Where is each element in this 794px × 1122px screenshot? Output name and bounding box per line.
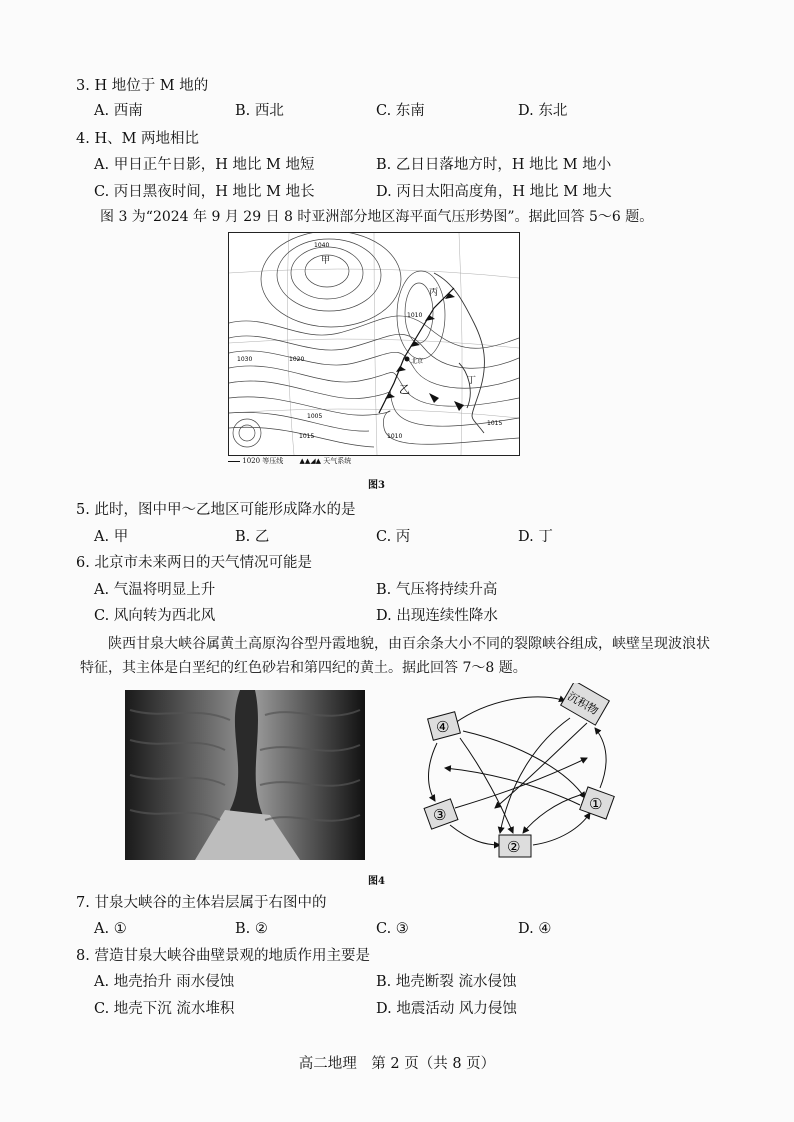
q8-stem: 8. 营造甘泉大峡谷曲壁景观的地质作用主要是 <box>76 948 370 964</box>
canyon-photo-drawing <box>125 690 365 860</box>
q4-option-a: A. 甲日正午日影，H 地比 M 地短 <box>94 157 315 173</box>
q5-option-d: D. 丁 <box>518 529 553 545</box>
intro-figure3: 图 3 为“2024 年 9 月 29 日 8 时亚洲部分地区海平面气压形势图”。据此回答 5～6 题。 <box>100 209 654 225</box>
intro-figure4: 陕西甘泉大峡谷属黄土高原沟谷型丹霞地貌，由百余条大小不同的裂隙峡谷组成，峡壁呈现波浪状特征，其主体是白垩纪的红色砂岩和第四纪的黄土。据此回答 7～8 题。 <box>80 636 710 676</box>
q3-option-c: C. 东南 <box>376 103 425 119</box>
rock-cycle-diagram <box>415 683 620 861</box>
isobar-label-1010: 1010 <box>407 312 423 319</box>
q4-option-c: C. 丙日黑夜时间，H 地比 M 地长 <box>94 184 315 200</box>
canyon-photo <box>125 690 365 860</box>
figure3-caption: 图3 <box>368 480 385 491</box>
q8-option-c: C. 地壳下沉 流水堆积 <box>94 1001 235 1017</box>
label-yi: 乙 <box>399 383 410 396</box>
q6-option-d: D. 出现连续性降水 <box>376 608 498 624</box>
q6-option-b: B. 气压将持续升高 <box>376 582 498 598</box>
figure3-legend <box>228 456 351 466</box>
q7-stem: 7. 甘泉大峡谷的主体岩层属于右图中的 <box>76 895 327 911</box>
weather-map <box>228 232 520 456</box>
isobar-map-drawing <box>229 233 519 455</box>
q7-option-d: D. ④ <box>518 921 552 937</box>
node-4: ④ <box>436 718 450 736</box>
q3-option-d: D. 东北 <box>518 103 568 119</box>
legend-front: 天气系统 <box>323 457 352 465</box>
q5-option-b: B. 乙 <box>235 529 270 545</box>
q5-option-a: A. 甲 <box>94 529 129 545</box>
node-2: ② <box>507 838 521 856</box>
node-3: ③ <box>433 806 447 824</box>
q8-option-d: D. 地震活动 风力侵蚀 <box>376 1001 517 1017</box>
q6-option-a: A. 气温将明显上升 <box>94 582 216 598</box>
isobar-label-1040: 1040 <box>314 242 330 249</box>
legend-front-icon: ▲▲◢▲ <box>299 457 322 465</box>
q5-option-c: C. 丙 <box>376 529 411 545</box>
q3-option-b: B. 西北 <box>235 103 284 119</box>
isobar-label-1010b: 1010 <box>387 433 403 440</box>
legend-isobar-line-icon <box>228 461 240 462</box>
isobar-label-1020: 1020 <box>289 356 305 363</box>
node-sediment: 沉积物 <box>565 689 601 718</box>
q8-option-b: B. 地壳断裂 流水侵蚀 <box>376 974 517 990</box>
node-1: ① <box>589 795 603 813</box>
figure4-caption: 图4 <box>368 876 385 887</box>
isobar-label-1015: 1015 <box>299 433 315 440</box>
isobar-label-1030: 1030 <box>237 356 253 363</box>
q4-stem: 4. H、M 两地相比 <box>76 131 200 147</box>
rock-cycle-drawing <box>415 683 620 861</box>
label-beijing: 北京 <box>411 358 424 365</box>
page-footer: 高二地理 第 2 页（共 8 页） <box>298 1056 496 1072</box>
label-ding: 丁 <box>467 376 477 386</box>
q6-stem: 6. 北京市未来两日的天气情况可能是 <box>76 555 312 571</box>
isobar-label-1005: 1005 <box>307 413 323 420</box>
q3-stem: 3. H 地位于 M 地的 <box>76 78 209 94</box>
q4-option-d: D. 丙日太阳高度角，H 地比 M 地大 <box>376 184 612 200</box>
isobar-label-1015b: 1015 <box>487 420 503 427</box>
q7-option-c: C. ③ <box>376 921 409 937</box>
legend-isobar: 1020 等压线 <box>242 457 284 465</box>
q7-option-b: B. ② <box>235 921 268 937</box>
q5-stem: 5. 此时，图中甲～乙地区可能形成降水的是 <box>76 502 356 518</box>
q8-option-a: A. 地壳抬升 雨水侵蚀 <box>94 974 235 990</box>
q6-option-c: C. 风向转为西北风 <box>94 608 216 624</box>
label-bing: 丙 <box>429 288 439 298</box>
q7-option-a: A. ① <box>94 921 127 937</box>
q4-option-b: B. 乙日日落地方时，H 地比 M 地小 <box>376 157 612 173</box>
label-jia: 甲 <box>321 256 331 266</box>
q3-option-a: A. 西南 <box>94 103 143 119</box>
